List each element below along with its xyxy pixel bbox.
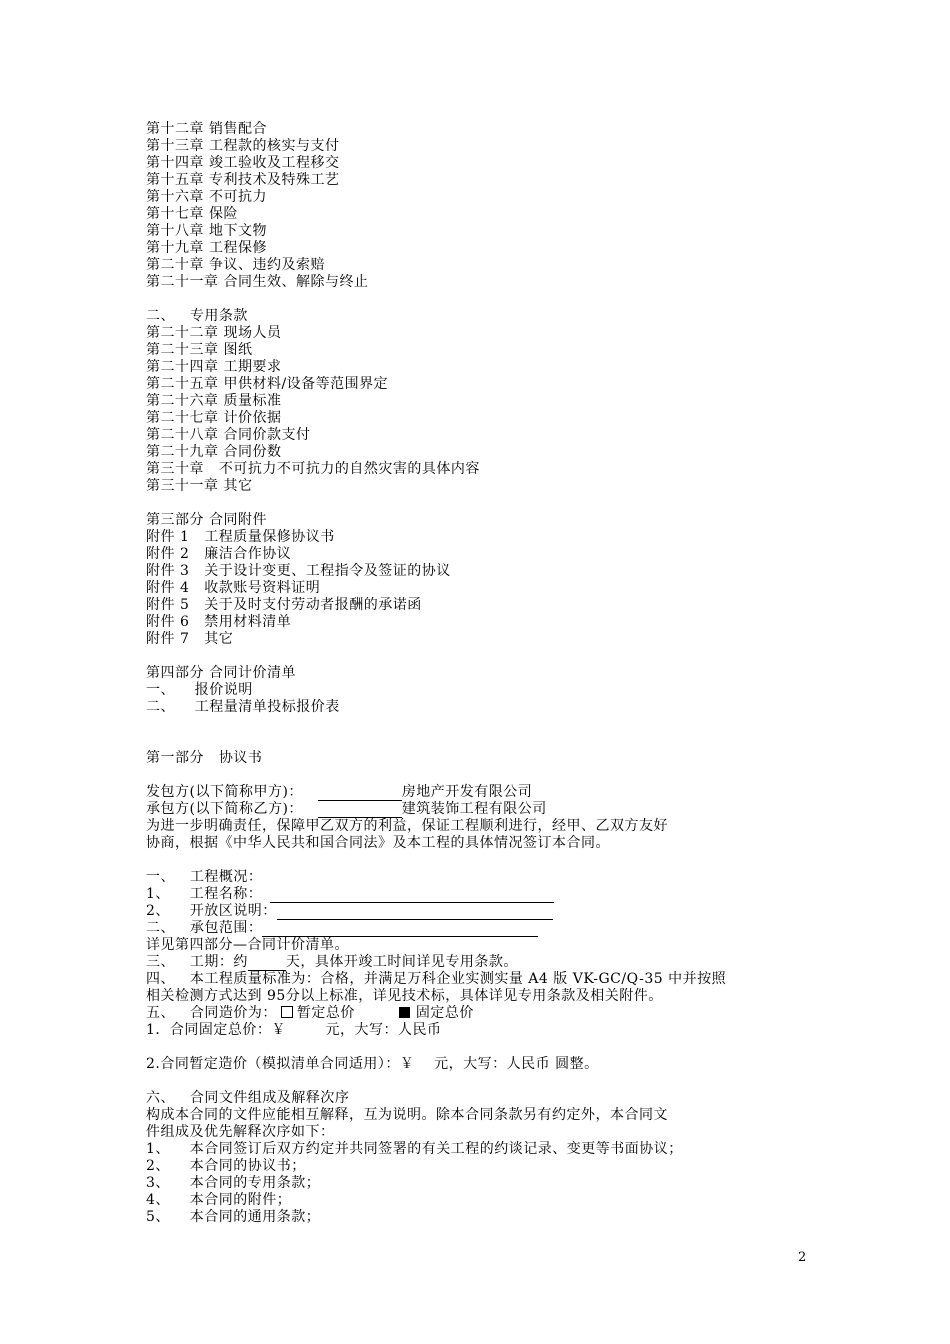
party-a-line — [146, 784, 806, 801]
open-area-blank — [277, 906, 553, 920]
toc-item: 第三十一章 其它 — [146, 478, 253, 494]
party-b-line — [146, 801, 806, 818]
scope-blank — [262, 923, 538, 937]
party-b-label: 承包方(以下简称乙方)： — [146, 801, 318, 817]
attachment-item: 附件 7 其它 — [146, 631, 234, 647]
toc-item: 第十六章 不可抗力 — [146, 189, 267, 205]
attachment-item: 附件 2 廉洁合作协议 — [146, 546, 292, 562]
part4-item: 二、 工程量清单投标报价表 — [146, 699, 340, 715]
part3-title: 第三部分 合同附件 — [146, 512, 267, 528]
toc-item: 第二十一章 合同生效、解除与终止 — [146, 274, 369, 290]
party-b-blank — [318, 804, 402, 818]
price-option-fixed: 固定总价 — [415, 1005, 474, 1021]
period-text: 天，具体开竣工时间详见专用条款。 — [285, 954, 518, 970]
toc-general-list — [146, 121, 806, 291]
toc-item: 第三十章 不可抗力不可抗力的自然灾害的具体内容 — [146, 461, 480, 477]
party-a-label: 发包方(以下简称甲方)： — [146, 784, 318, 800]
intro-line: 协商，根据《中华人民共和国合同法》及本工程的具体情况签订本合同。 — [146, 835, 610, 851]
toc-item: 第二十五章 甲供材料/设备等范围界定 — [146, 376, 389, 392]
party-b-name: 建筑装饰工程有限公司 — [401, 801, 547, 817]
party-a-name: 房地产开发有限公司 — [401, 784, 533, 800]
priority-item: 2、 本合同的协议书； — [146, 1158, 306, 1174]
priority-item: 1、 本合同签订后双方约定并共同签署的有关工程的约谈记录、变更等书面协议； — [146, 1141, 683, 1157]
toc-item: 第十五章 专利技术及特殊工艺 — [146, 172, 340, 188]
toc-item: 第十九章 工程保修 — [146, 240, 267, 256]
scope-label: 二、 承包范围： — [146, 920, 263, 936]
toc-item: 第十二章 销售配合 — [146, 121, 267, 137]
scope-line — [146, 920, 806, 937]
toc-item: 第二十七章 计价依据 — [146, 410, 282, 426]
checkbox-filled-icon — [399, 1007, 410, 1018]
quality-line: 相关检测方式达到 95分以上标准，详见技术标，具体详见专用条款及相关附件。 — [146, 988, 663, 1004]
period-label: 三、 工期：约 — [146, 954, 248, 970]
toc-item: 第二十四章 工期要求 — [146, 359, 282, 375]
part4-item: 一、 报价说明 — [146, 682, 253, 698]
attachment-item: 附件 1 工程质量保修协议书 — [146, 529, 335, 545]
toc-item: 第十八章 地下文物 — [146, 223, 267, 239]
project-name-blank — [270, 889, 554, 903]
project-name-line — [146, 886, 806, 903]
attachment-item: 附件 5 关于及时支付劳动者报酬的承诺函 — [146, 597, 422, 613]
page-number: 2 — [798, 1250, 807, 1265]
scope-detail: 详见第四部分—合同计价清单。 — [146, 937, 349, 953]
price-option-provisional: 暂定总价 — [296, 1005, 355, 1021]
attachment-item: 附件 3 关于设计变更、工程指令及签证的协议 — [146, 563, 451, 579]
open-area-line — [146, 903, 806, 920]
toc-special-title: 二、 专用条款 — [146, 308, 248, 324]
toc-item: 第二十二章 现场人员 — [146, 325, 282, 341]
provisional-price-line: 2.合同暂定造价（模拟清单合同适用）：￥ 元，大写：人民币 圆整。 — [146, 1056, 599, 1072]
period-blank — [248, 957, 286, 971]
intro-line: 为进一步明确责任，保障甲乙双方的利益，保证工程顺利进行，经甲、乙双方友好 — [146, 818, 668, 834]
toc-item: 第二十三章 图纸 — [146, 342, 253, 358]
priority-item: 5、 本合同的通用条款； — [146, 1209, 321, 1225]
attachment-item: 附件 6 禁用材料清单 — [146, 614, 292, 630]
price-type-line — [146, 1005, 806, 1022]
part1-title: 第一部分 协议书 — [146, 750, 263, 766]
toc-item: 第二十八章 合同价款支付 — [146, 427, 311, 443]
fixed-price-line: 1．合同固定总价：￥ 元，大写：人民币 — [146, 1022, 442, 1038]
toc-special-list — [146, 325, 806, 495]
section1-title: 一、 工程概况： — [146, 869, 263, 885]
checkbox-empty-icon — [281, 1006, 293, 1018]
section6-intro: 件组成及优先解释次序如下： — [146, 1124, 335, 1140]
toc-item: 第十三章 工程款的核实与支付 — [146, 138, 340, 154]
toc-item: 第二十章 争议、违约及索赔 — [146, 257, 325, 273]
section6-intro: 构成本合同的文件应能相互解释，互为说明。除本合同条款另有约定外，本合同文 — [146, 1107, 668, 1123]
period-line — [146, 954, 806, 971]
quality-line: 四、 本工程质量标准为：合格，并满足万科企业实测实量 A4 版 VK-GC/Q-35 中并按照 — [146, 971, 727, 987]
price-type-label: 五、 合同造价为： — [146, 1005, 277, 1021]
open-area-label: 2、 开放区说明： — [146, 903, 277, 919]
toc-item: 第二十六章 质量标准 — [146, 393, 282, 409]
priority-item: 4、 本合同的附件； — [146, 1192, 292, 1208]
part4-title: 第四部分 合同计价清单 — [146, 665, 296, 681]
section6-title: 六、 合同文件组成及解释次序 — [146, 1090, 350, 1106]
party-a-blank — [318, 787, 402, 801]
toc-item: 第十四章 竣工验收及工程移交 — [146, 155, 340, 171]
document-page — [146, 121, 806, 1226]
project-name-label: 1、 工程名称： — [146, 886, 263, 902]
priority-item: 3、 本合同的专用条款； — [146, 1175, 321, 1191]
toc-item: 第二十九章 合同份数 — [146, 444, 282, 460]
toc-item: 第十七章 保险 — [146, 206, 238, 222]
attachment-item: 附件 4 收款账号资料证明 — [146, 580, 321, 596]
